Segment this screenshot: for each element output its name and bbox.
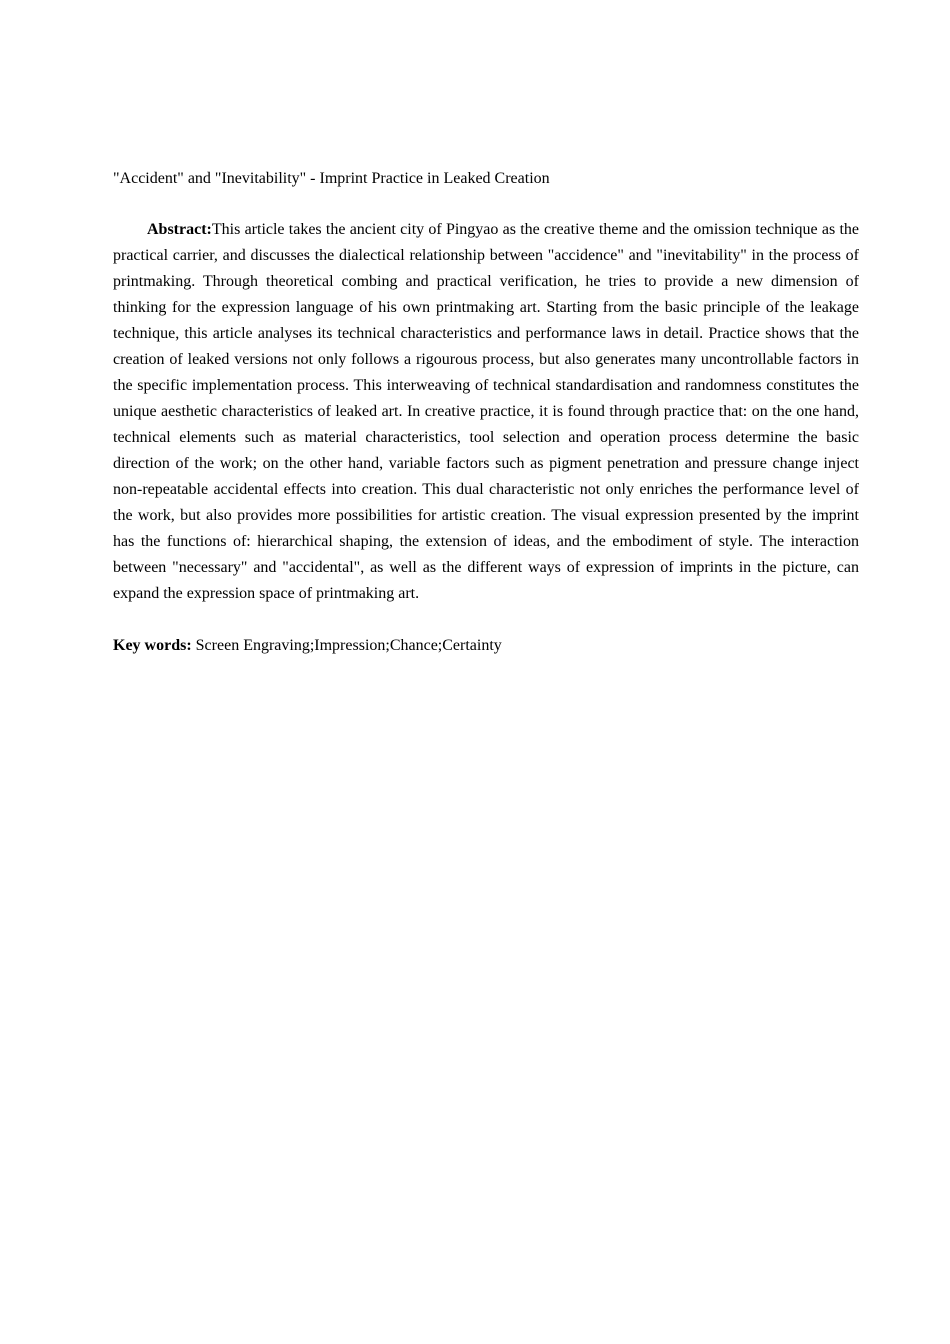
keywords-text: Screen Engraving;Impression;Chance;Certainty [195, 637, 502, 654]
abstract-label: Abstract: [147, 221, 212, 238]
keywords-paragraph [113, 633, 859, 659]
document-title: "Accident" and "Inevitability" - Imprint Practice in Leaked Creation [113, 170, 550, 187]
abstract-paragraph [113, 217, 859, 607]
keywords-label: Key words: [113, 637, 192, 654]
abstract-text: This article takes the ancient city of Pingyao as the creative theme and the omission technique as the practical carrier, and discusses the dialectical relationship between "accidence" and "inevitability" in the process of printmaking. Through theoretical combing and practical verification, he tries to provide a new dimension of thinking for the expression language of his own printmaking art. Starting from the basic principle of the leakage technique, this article analyses its technical characteristics and performance laws in detail. Practice shows that the creation of leaked versions not only follows a rigourous process, but also generates many uncontrollable factors in the specific implementation process. This interweaving of technical standardisation and randomness constitutes the unique aesthetic characteristics of leaked art. In creative practice, it is found through practice that: on the one hand, technical elements such as material characteristics, tool selection and operation process determine the basic direction of the work; on the other hand, variable factors such as pigment penetration and pressure change inject non-repeatable accidental effects into creation. This dual characteristic not only enriches the performance level of the work, but also provides more possibilities for artistic creation. The visual expression presented by the imprint has the functions of: hierarchical shaping, the extension of ideas, and the embodiment of style. The interaction between "necessary" and "accidental", as well as the different ways of expression of imprints in the picture, can expand the expression space of printmaking art. [113, 221, 859, 602]
document-content [113, 167, 859, 659]
